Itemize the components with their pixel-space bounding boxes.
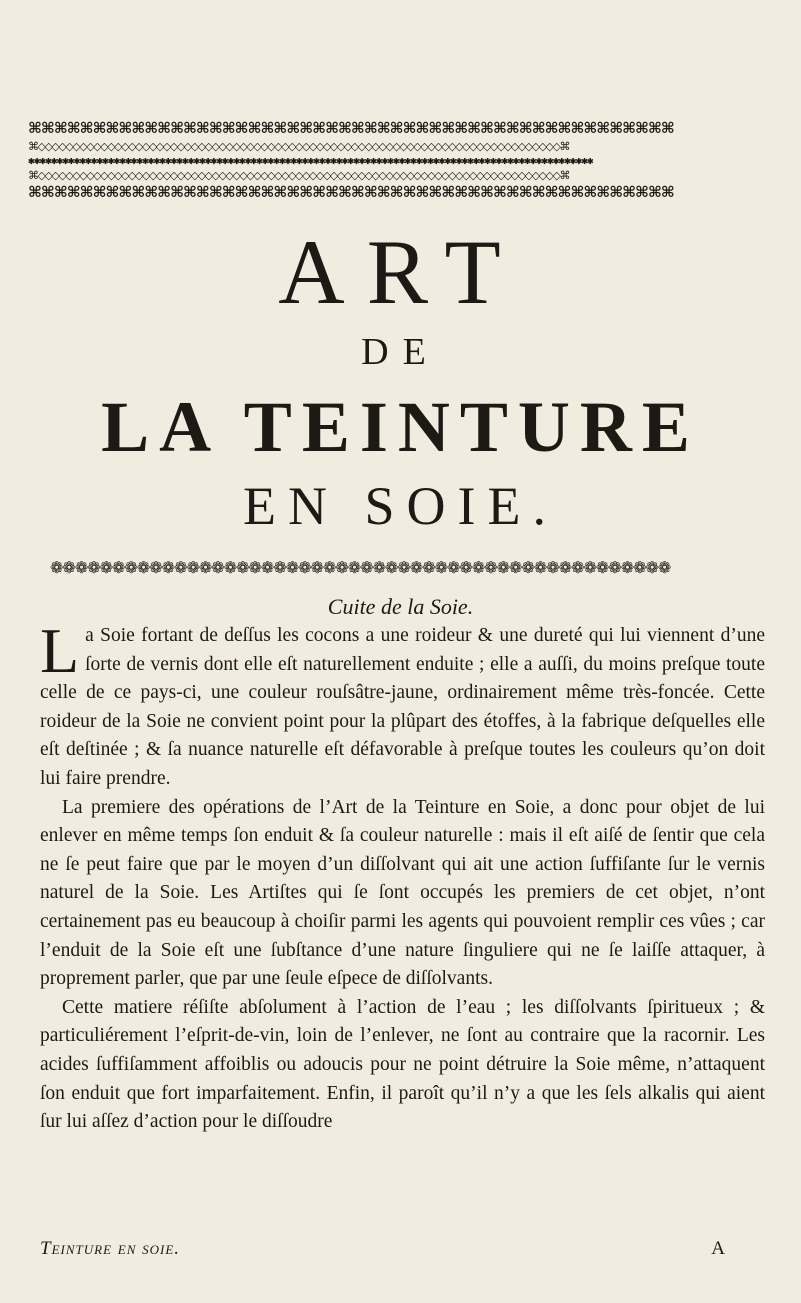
- signature-mark: A: [711, 1238, 725, 1259]
- paragraph-3: Cette matiere réſiſte abſolument à l’action de l’eau ; les diſſolvants ſpiritueux ; & particuliérement l’eſprit-de-vin, loin de l’enlever, ne ſont au contraire que la racornir. Les acides ſuffiſamment affoiblis ou adoucis pour ne point détruire la Soie même, n’attaquent ſon enduit que fort imparfaitement. Enfin, il paroît qu’il n’y a que les ſels alkalis qui aient ſur lui aſſez d’action pour le diſſoudre: [40, 996, 765, 1133]
- title-art: ART: [278, 221, 523, 323]
- section-heading: Cuite de la Soie.: [327, 594, 474, 619]
- ornament-band-crosses-bottom: ⌘⌘⌘⌘⌘⌘⌘⌘⌘⌘⌘⌘⌘⌘⌘⌘⌘⌘⌘⌘⌘⌘⌘⌘⌘⌘⌘⌘⌘⌘⌘⌘⌘⌘⌘⌘⌘⌘⌘⌘⌘⌘⌘⌘⌘⌘⌘⌘⌘⌘: [28, 185, 674, 201]
- drop-cap: L: [40, 615, 80, 686]
- ornament-band-diamonds-bottom: ⌘◇◇◇◇◇◇◇◇◇◇◇◇◇◇◇◇◇◇◇◇◇◇◇◇◇◇◇◇◇◇◇◇◇◇◇◇◇◇◇◇◇◇◇◇◇◇◇◇◇◇◇◇◇◇◇◇◇◇◇◇◇◇◇◇◇◇◇◇◇◇◇◇◇◇◇⌘: [28, 170, 569, 182]
- fleuron-divider: ❁❁❁❁❁❁❁❁❁❁❁❁❁❁❁❁❁❁❁❁❁❁❁❁❁❁❁❁❁❁❁❁❁❁❁❁❁❁❁❁❁❁❁❁❁❁❁❁❁❁: [50, 560, 671, 577]
- paragraph-2: La premiere des opérations de l’Art de la Teinture en Soie, a donc pour objet de lui enlever en même temps ſon enduit & ſa couleur naturelle : mais il eſt aiſé de ſentir que cela ne ſe peut faire que par le moyen d’un diſſolvant qui ait une action ſuffiſante ſur le vernis naturel de la Soie. Les Artiſtes qui ſe ſont occupés les premiers de cet objet, n’ont certainement pas eu beaucoup à choiſir parmi les agents qui pouvoient remplir ces vûes ; car l’enduit de la Soie eſt une ſubſtance d’une nature ſinguliere qui ne ſe laiſſe attaquer, à proprement parler, que par une ſeule eſpece de diſſolvants.: [40, 796, 765, 990]
- ornament-band-mini: ✱✱✱✱✱✱✱✱✱✱✱✱✱✱✱✱✱✱✱✱✱✱✱✱✱✱✱✱✱✱✱✱✱✱✱✱✱✱✱✱✱✱✱✱✱✱✱✱✱✱✱✱✱✱✱✱✱✱✱✱✱✱✱✱✱✱✱✱✱✱✱✱✱✱✱✱✱✱✱✱✱✱✱✱✱✱✱✱✱✱✱✱✱✱✱✱✱✱✱: [28, 157, 593, 166]
- paragraph-1: [40, 615, 765, 794]
- page-footer: [40, 1236, 765, 1262]
- title-de: DE: [361, 331, 440, 373]
- ornament-band-diamonds-top: ⌘◇◇◇◇◇◇◇◇◇◇◇◇◇◇◇◇◇◇◇◇◇◇◇◇◇◇◇◇◇◇◇◇◇◇◇◇◇◇◇◇◇◇◇◇◇◇◇◇◇◇◇◇◇◇◇◇◇◇◇◇◇◇◇◇◇◇◇◇◇◇◇◇◇◇◇⌘: [28, 141, 569, 153]
- title-en-soie: EN SOIE.: [243, 476, 558, 536]
- ornament-band-crosses-top: ⌘⌘⌘⌘⌘⌘⌘⌘⌘⌘⌘⌘⌘⌘⌘⌘⌘⌘⌘⌘⌘⌘⌘⌘⌘⌘⌘⌘⌘⌘⌘⌘⌘⌘⌘⌘⌘⌘⌘⌘⌘⌘⌘⌘⌘⌘⌘⌘⌘⌘: [28, 121, 674, 137]
- body-text: [40, 615, 765, 1137]
- paragraph-1-text: a Soie fortant de deſſus les cocons a une roideur & une dureté qui lui viennent d’une ſorte de vernis dont elle eſt naturellement enduite ; elle a auſſi, du moins preſque toute celle de ce pays-ci, une couleur rouſsâtre-jaune, ordinairement même très-foncée. Cette roideur de la Soie ne convient point pour la plûpart des étoffes, à la fabrique deſquelles elle eſt deſtinée ; & ſa nuance naturelle eſt défavorable à preſque toutes les couleurs qu’on doit lui faire prendre.: [40, 625, 765, 789]
- running-title: Teinture en soie.: [40, 1238, 181, 1259]
- title-la-teinture: LA TEINTURE: [101, 387, 700, 467]
